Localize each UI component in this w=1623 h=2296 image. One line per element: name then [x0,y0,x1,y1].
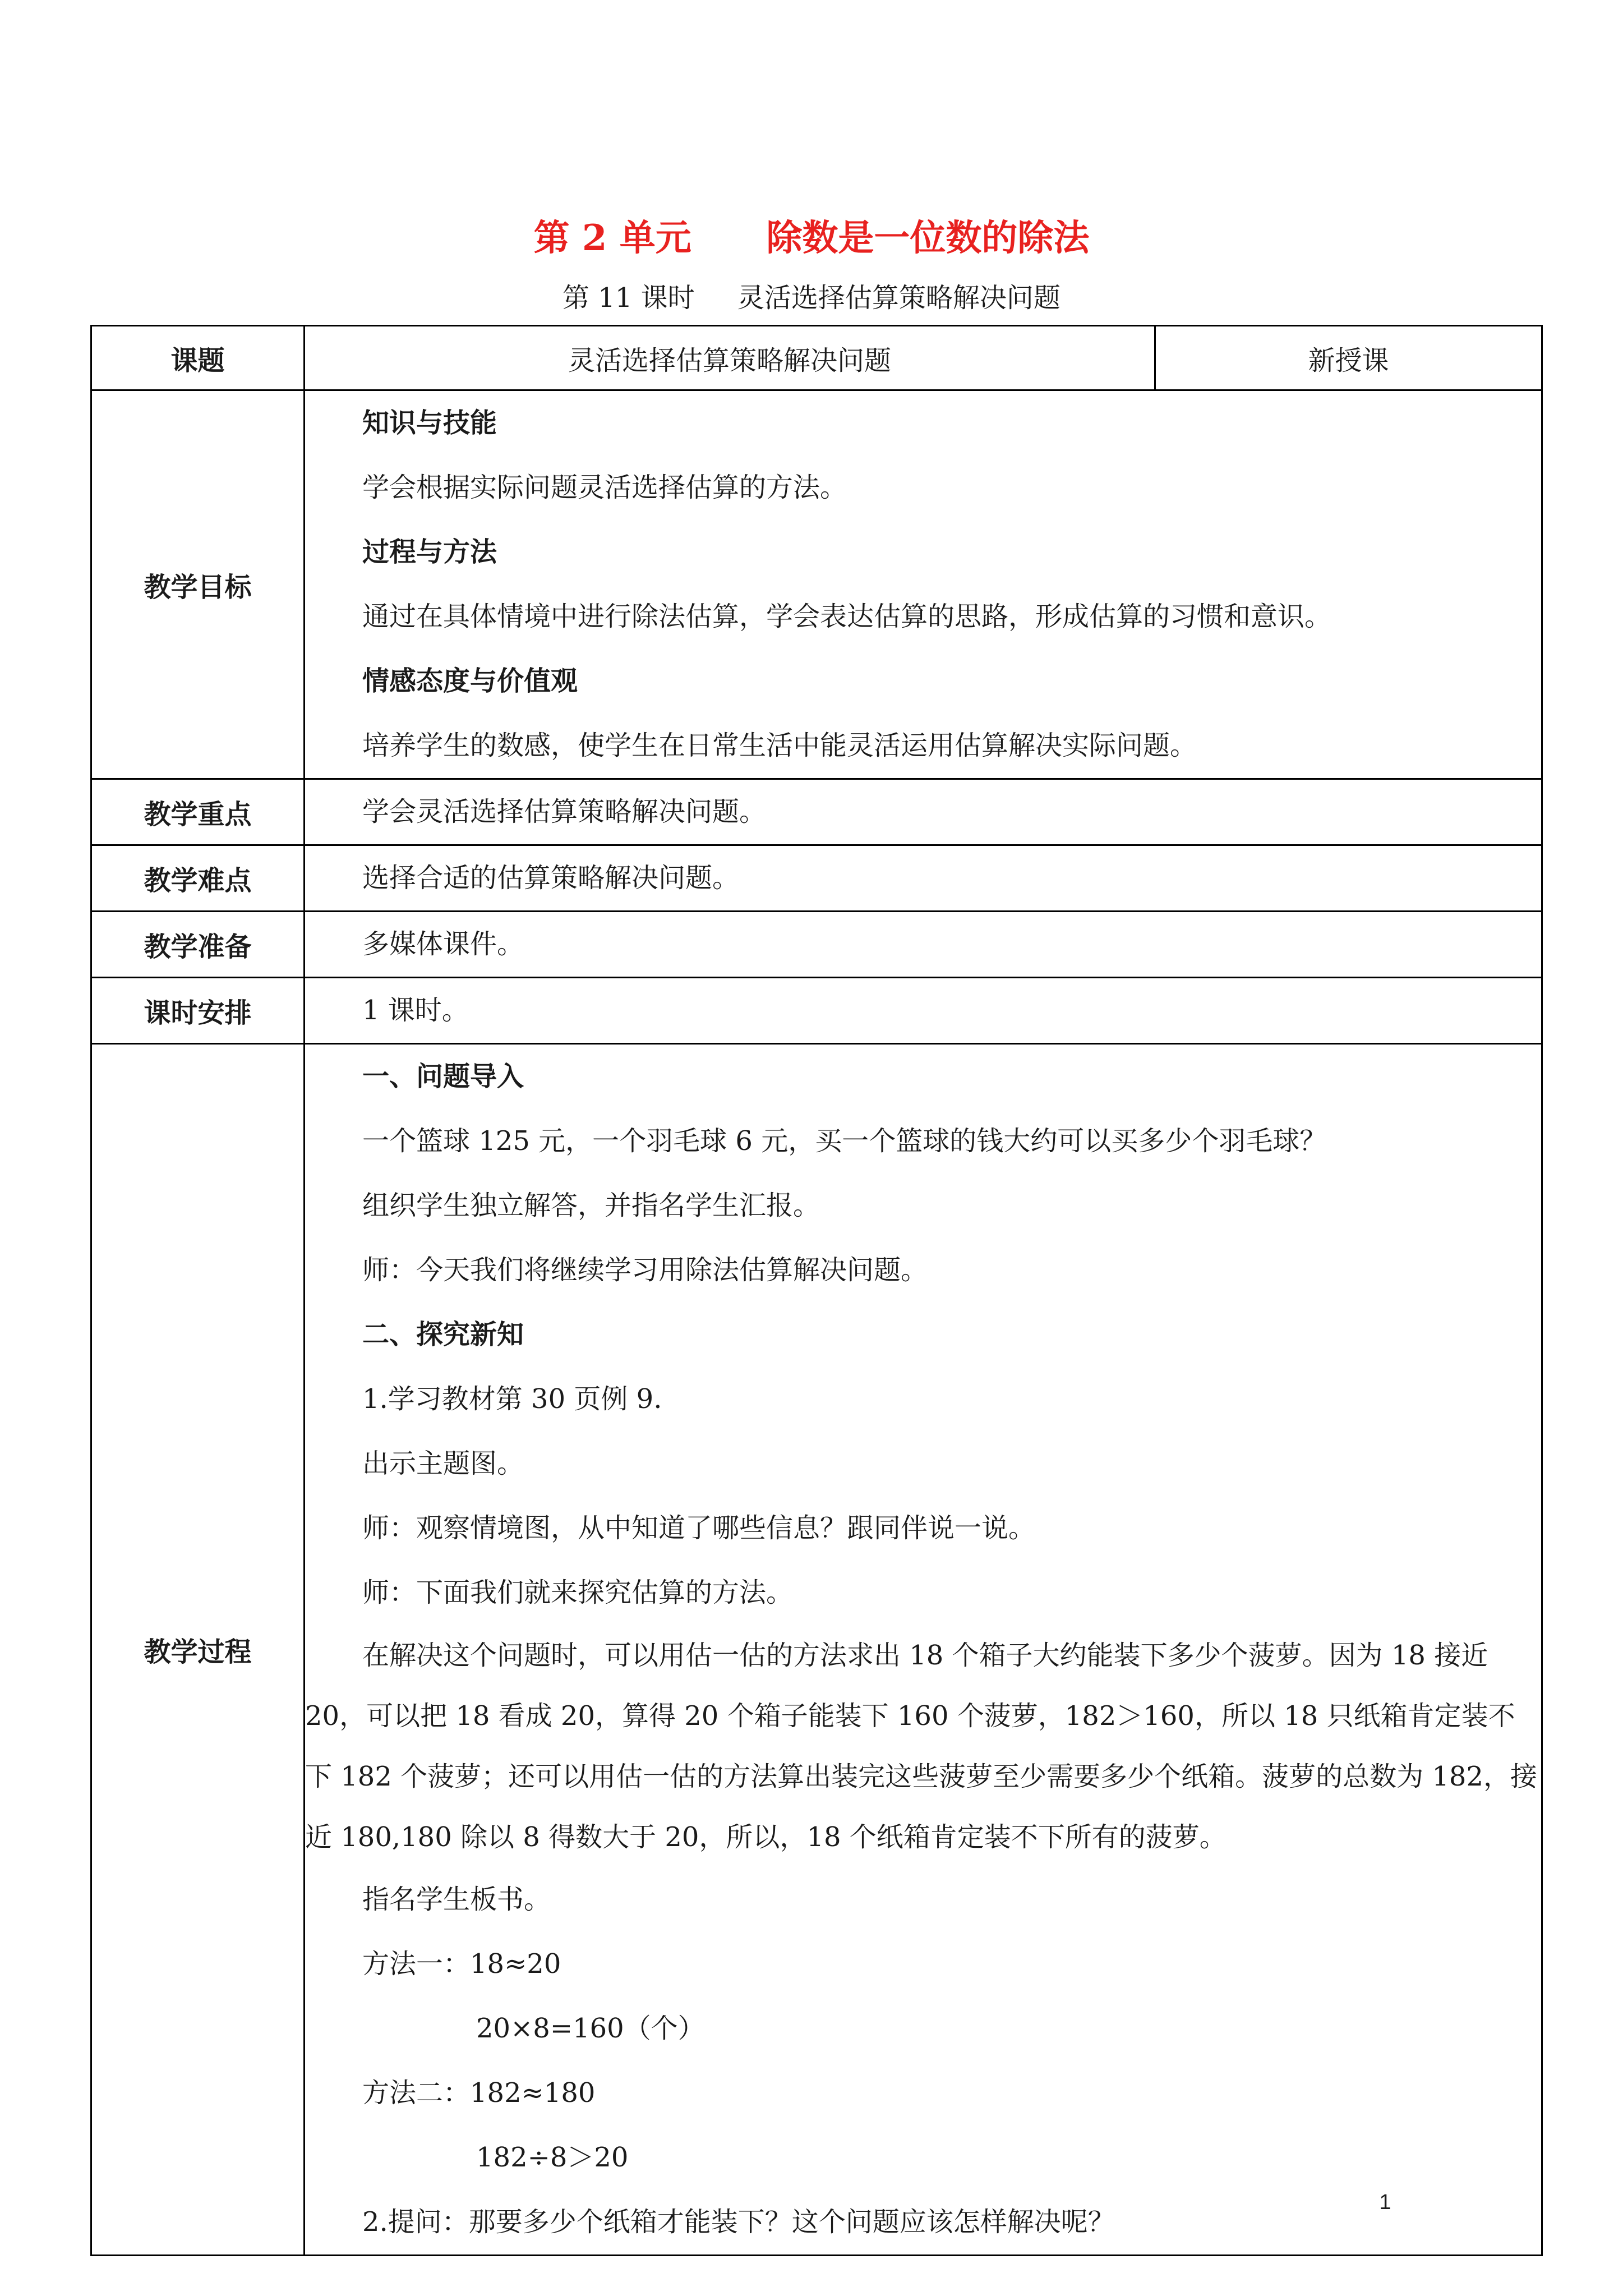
goals-content [305,390,1542,779]
row-topic [91,326,1542,390]
process-lines [305,1045,1541,2254]
process-content [305,1044,1542,2256]
difficulty-text: 选择合适的估算策略解决问题。 [362,862,740,894]
lesson-plan-table [90,325,1543,2256]
content-line: 2.提问：那要多少个纸箱才能装下？这个问题应该怎样解决呢？ [362,2206,1115,2238]
content-line: 培养学生的数感，使学生在日常生活中能灵活运用估算解决实际问题。 [362,730,1197,761]
page-title: 第 2 单元 除数是一位数的除法 [533,217,1090,259]
label-process: 教学过程 [91,1044,305,2256]
section-heading: 知识与技能 [362,407,497,439]
difficulty-content [305,845,1542,912]
label-schedule: 课时安排 [91,978,305,1044]
schedule-content [305,978,1542,1044]
content-line: 方法二：182≈180 [362,2077,596,2109]
label-prep: 教学准备 [91,912,305,978]
content-line: 20×8=160（个） [476,2013,705,2044]
content-line: 组织学生独立解答，并指名学生汇报。 [362,1190,820,1221]
lesson-subtitle: 第 11 课时 灵活选择估算策略解决问题 [562,282,1061,314]
key-text: 学会灵活选择估算策略解决问题。 [362,796,767,827]
content-line: 通过在具体情境中进行除法估算，学会表达估算的思路，形成估算的习惯和意识。 [362,601,1332,632]
row-difficulty [91,845,1542,912]
content-line: 出示主题图。 [362,1448,524,1479]
content-line: 182÷8＞20 [476,2142,629,2173]
content-line: 指名学生板书。 [362,1884,551,1915]
row-key [91,779,1542,845]
row-process [91,1044,1542,2256]
row-goals [91,390,1542,779]
key-content [305,779,1542,845]
section-heading: 一、问题导入 [362,1061,524,1092]
content-line: 在解决这个问题时，可以用估一估的方法求出 18 个箱子大约能装下多少个菠萝。因为 18 接近 20，可以把 18 看成 20，算得 20 个箱子能装下 160 个菠萝，182＞160，所以 18 只纸箱肯定装不下 182 个菠萝；还可以用估一估的方法算出装完这些菠萝至少需要多少个纸箱。菠萝的总数为 182，接近 180,180 除以 8 得数大于 20，所以，18 个纸箱肯定装不下所有的菠萝。 [305,1640,1538,1853]
page-number: 1 [1379,2191,1391,2214]
label-key: 教学重点 [91,779,305,845]
label-topic: 课题 [91,326,305,390]
prep-text: 多媒体课件。 [362,928,524,960]
content-line: 一个篮球 125 元，一个羽毛球 6 元，买一个篮球的钱大约可以买多少个羽毛球？ [362,1125,1327,1157]
section-heading: 二、探究新知 [362,1319,524,1350]
section-heading: 过程与方法 [362,536,497,568]
row-schedule [91,978,1542,1044]
content-line: 师：今天我们将继续学习用除法估算解决问题。 [362,1254,928,1286]
section-heading: 情感态度与价值观 [362,665,578,697]
row-prep [91,912,1542,978]
label-difficulty: 教学难点 [91,845,305,912]
schedule-text: 1 课时。 [362,995,469,1026]
lesson-type: 新授课 [1155,326,1542,390]
content-line: 1.学习教材第 30 页例 9. [362,1383,662,1415]
content-line: 师：下面我们就来探究估算的方法。 [362,1577,794,1608]
content-line: 师：观察情境图，从中知道了哪些信息？跟同伴说一说。 [362,1512,1036,1544]
prep-content [305,912,1542,978]
label-goals: 教学目标 [91,390,305,779]
content-line: 方法一：18≈20 [362,1948,561,1980]
topic-value: 灵活选择估算策略解决问题 [305,326,1155,390]
content-line: 学会根据实际问题灵活选择估算的方法。 [362,472,847,503]
goals-lines [305,391,1541,778]
